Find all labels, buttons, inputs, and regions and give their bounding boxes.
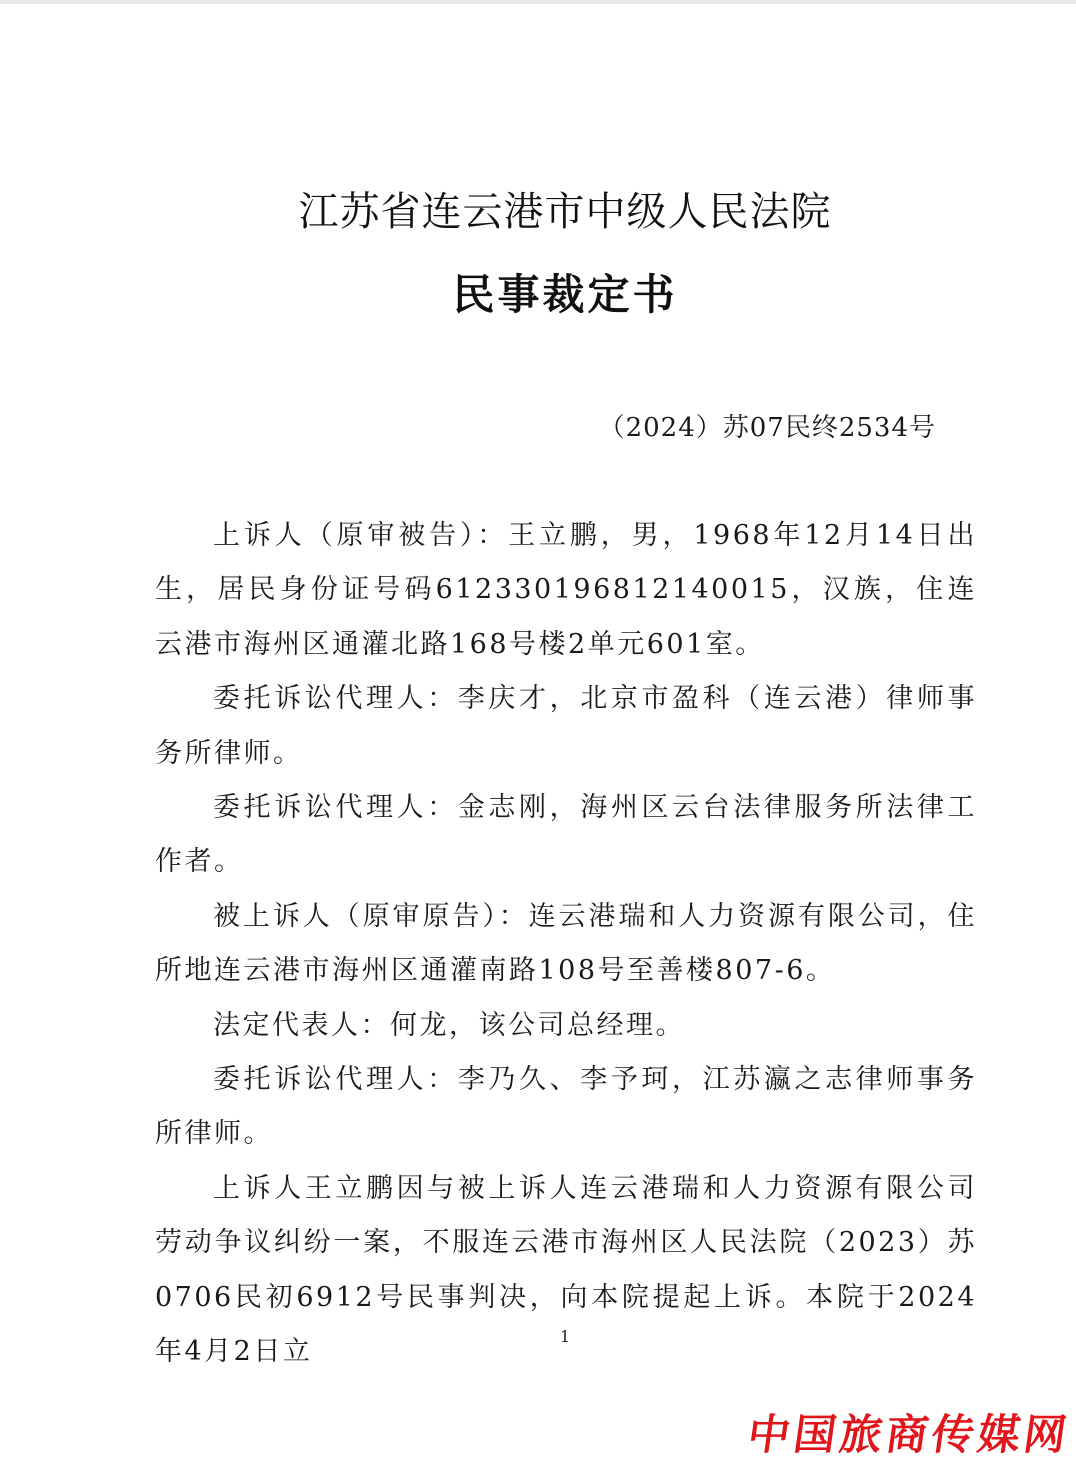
page-number: 1 xyxy=(559,1327,571,1346)
paragraph-appellant: 上诉人（原审被告）：王立鹏，男，1968年12月14日出生，居民身份证号码612330196812140015，汉族，住连云港市海州区通灌北路168号楼2单元601室。 xyxy=(155,520,977,660)
site-watermark: 中国旅商传媒网 xyxy=(744,1410,1074,1459)
case-number: （2024）苏07民终2534号 xyxy=(598,413,936,443)
paragraph-appellant-agent-1: 委托诉讼代理人：李庆才，北京市盈科（连云港）律师事务所律师。 xyxy=(155,683,977,769)
paragraph-case-summary: 上诉人王立鹏因与被上诉人连云港瑞和人力资源有限公司劳动争议纠纷一案，不服连云港市海州区人民法院（2023）苏0706民初6912号民事判决，向本院提起上诉。本院于2024年4月2日立 xyxy=(155,1172,977,1368)
page-top-edge xyxy=(0,0,1076,4)
document-title: 民事裁定书 xyxy=(452,270,678,319)
paragraph-appellee: 被上诉人（原审原告）：连云港瑞和人力资源有限公司，住所地连云港市海州区通灌南路108号至善楼807-6。 xyxy=(155,900,977,987)
document-body xyxy=(155,509,977,1380)
paragraph-appellant-agent-2: 委托诉讼代理人：金志刚，海州区云台法律服务所法律工作者。 xyxy=(155,792,977,878)
court-name: 江苏省连云港市中级人民法院 xyxy=(298,189,832,235)
paragraph-legal-representative: 法定代表人：何龙，该公司总经理。 xyxy=(213,1009,685,1041)
paragraph-appellee-agents: 委托诉讼代理人：李乃久、李予珂，江苏瀛之志律师事务所律师。 xyxy=(155,1064,977,1150)
